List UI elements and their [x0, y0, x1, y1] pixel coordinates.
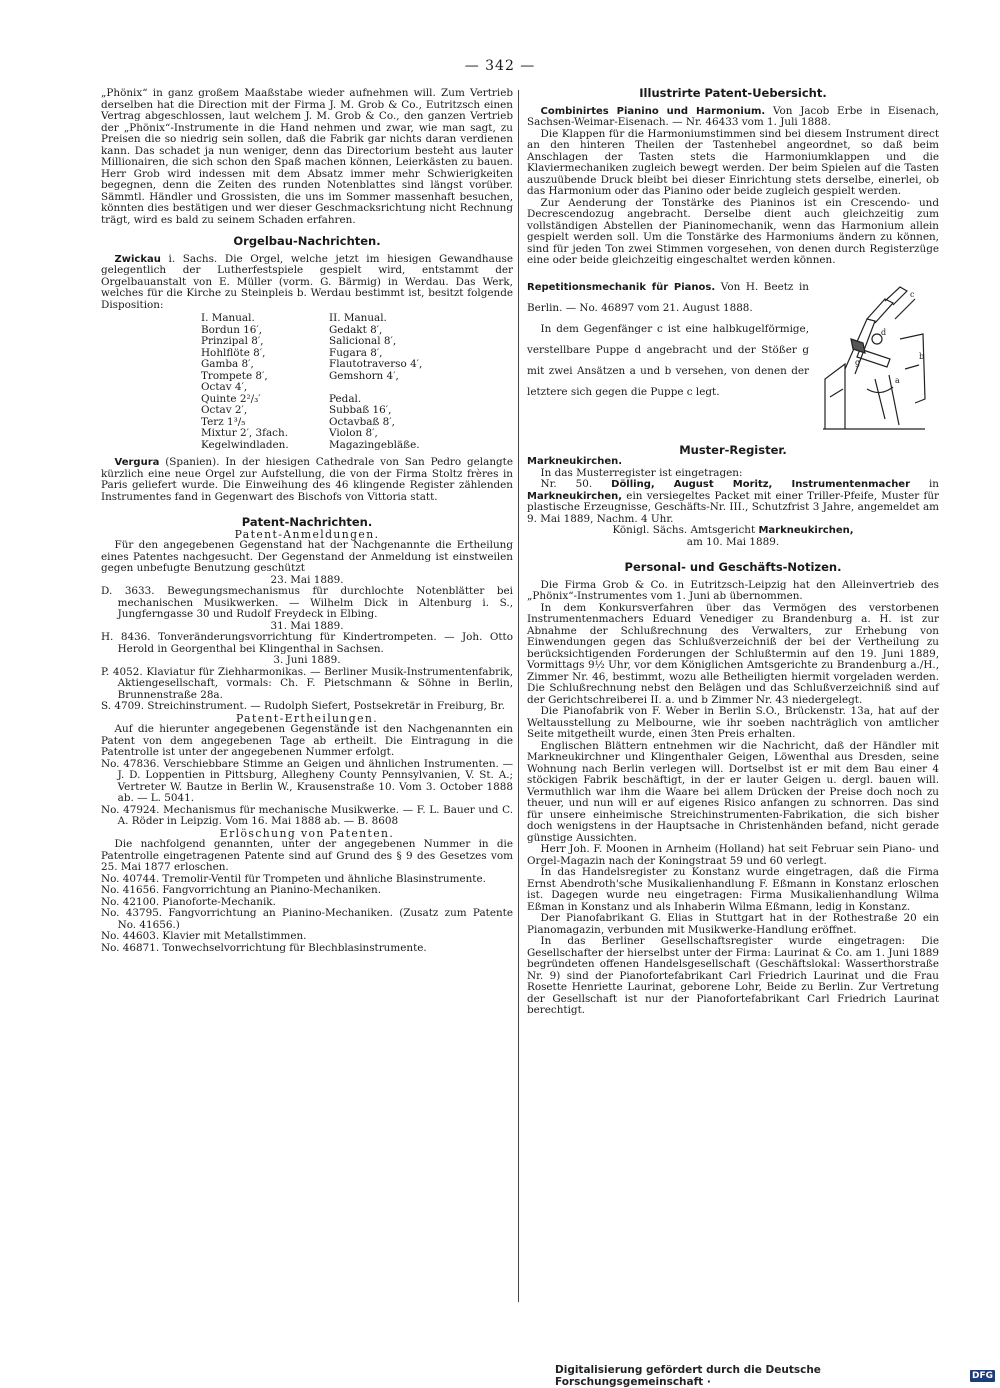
anmeldungen-heading: Patent-Anmeldungen.: [234, 527, 380, 541]
date-3-juni: 3. Juni 1889.: [273, 654, 341, 666]
personal-paragraph-7: Der Pianofabrikant G. Elias in Stuttgart hat in der Rothestraße 20 ein Pianomagazin, verbunden mit Musikwerke-Handlung eröffnet.: [527, 912, 939, 936]
disposition-cell: Fugara 8′,: [329, 346, 383, 359]
disposition-cell: Octavbaß 8′,: [329, 415, 395, 428]
entry-47924: No. 47924. Mechanismus für mechanische Musikwerke. — F. L. Bauer und C. A. Röder in Leipzig. Vom 16. Mai 1888 ab. — B. 8608: [101, 803, 513, 827]
repetition-heading-line: [527, 277, 809, 319]
disposition-cell: Octav 4′,: [201, 381, 248, 393]
personal-paragraph-6: In das Handelsregister zu Konstanz wurde eingetragen, daß die Firma Ernst Abendroth'sche Musikalienhandlung F. Eßmann in Konstanz erloschen ist. Dagegen wurde neu eingetragen: Firma Musikalienhandlung Wilma Eßman in Konstanz und als Inhaberin Wilma Eßmann, ledig in Konstanz.: [527, 866, 939, 913]
dfg-logo-icon: DFG: [971, 1371, 993, 1381]
personal-paragraph-2: In dem Konkursverfahren über das Vermögen des verstorbenen Instrumentenmachers Eduard Venediger zu Brandenburg a. H. ist zur Abnahme der Schlußrechnung des Verwalters, zur Erhebung von Einwendungen gegen das Schlußverzeichniß der bei der Vertheilung zu berücksichtigenden Forderungen der Schlußtermin auf den 19. Juni 1889, Vormittags 9½ Uhr, vor dem Königlichen Amtsgerichte zu Brandenburg a./H., Zimmer Nr. 46, bestimmt, wozu alle Betheiligten hiermit vorgeladen werden. Die Schlußrechnung nebst den Belägen und das Schlußverzeichniß sind auf der Gerichtschreiberei II. a. und b Zimmer Nr. 43 niedergelegt.: [527, 601, 939, 706]
repetition-text-block: [527, 277, 809, 435]
disposition-cell: Flautotraverso 4′,: [329, 358, 423, 370]
zwickau-paragraph: [101, 254, 513, 312]
vergura-text: (Spanien). In der hiesigen Cathedrale von San Pedro gelangte kürzlich eine neue Orgel zur Aufstellung, die von der Firma Stoltz frères in Paris geliefert wurde. Die Einweihung des 46 klingende Register zählenden Instrumentes fand in Gegenwart des Bischofs von Vittoria statt.: [101, 456, 513, 503]
vergura-paragraph: [101, 457, 513, 503]
personal-paragraph-4: Englischen Blättern entnehmen wir die Nachricht, daß der Händler mit Markneukirchner und Klingenthaler Geigen, Löwenthal aus Dresden, seine Wohnung nach Berlin verlegen will. Dortselbst ist er mit dem Bau einer 4 stöckigen Fabrik beschäftigt, in der er lauter Geigen u. dergl. bauen will. Vermuthlich war ihm die Waare bei allem Drücken der Preise doch noch zu theuer, und nun will er auf eigenes Risico anfangen zu schnorren. Das sind für unsere einheimische Streichinstrumenten-Fabrikation, die sich bisher doch wenigstens in der Hauptsache in Christenhänden befand, nicht gerade günstige Aussichten.: [527, 739, 939, 844]
svg-text:d: d: [881, 327, 887, 337]
disposition-table: [201, 313, 513, 451]
disposition-cell: Mixtur 2′, 3fach.: [201, 427, 289, 439]
muster-intro: In das Musterregister ist eingetragen:: [540, 466, 743, 479]
anmeldungen-intro: Für den angegebenen Gegenstand hat der Nachgenannte die Ertheilung eines Patentes nachgesucht. Der Gegenstand der Anmeldung ist einstweilen gegen unbefugte Benutzung geschützt: [101, 539, 513, 574]
disposition-cell: [329, 382, 479, 394]
disposition-cell: I. Manual.: [201, 312, 255, 324]
svg-text:c: c: [910, 289, 915, 299]
disposition-cell: Gamba 8′,: [201, 358, 254, 370]
right-column: [527, 88, 939, 1017]
muster-in: in: [910, 478, 939, 490]
repetition-section: [527, 277, 939, 435]
combinirtes-text-1: Die Klappen für die Harmoniumstimmen sind bei diesem Instrument direct an den hinteren Theilen der Tastenhebel angeordnet, so daß beim Anschlagen der Tasten stets die Harmoniumklappen und die Klaviermechaniken zugleich bewegt werden. Der beim Spielen auf die Tasten auszuübende Druck bleibt bei dieser Einrichtung stets derselbe, einerlei, ob das Harmonium oder das Pianino oder beide zugleich gespielt werden.: [527, 127, 939, 197]
intro-paragraph: „Phönix“ in ganz großem Maaßstabe wieder aufnehmen will. Zum Vertrieb derselben hat die Direction mit der Firma J. M. Grob & Co., Eutritzsch einen Vertrag abgeschlossen, laut welchem J. M. Grob & Co., den ganzen Vertrieb der „Phönix“-Instrumente in die Hand nehmen und zwar, wie man sagt, zu Preisen die so niedrig sein sollen, daß die Fabrik gar nichts daran verdienen kann. Das schadet ja nun weniger, denn das Directorium besteht aus lauter Millionairen, die sich schon den Spaß machen können, Leierkästen zu bauen. Herr Grob wird indessen mit dem Absatz immer mehr Schwierigkeiten begegnen, denn die Zeiten des runden Notenblattes sind längst vorüber. Sämmtl. Händler und Grossisten, die uns im Sommer massenhaft besuchen, könnten dies bestätigen und wer dieser Geschmacksrichtung nicht Rechnung trägt, wird es bald zu seinem Schaden erfahren.: [101, 87, 513, 226]
svg-text:b: b: [919, 351, 925, 361]
column-divider: [518, 90, 519, 1302]
entry-44603: No. 44603. Klavier mit Metallstimmen.: [101, 930, 307, 942]
erloeschung-intro: Die nachfolgend genannten, unter der angegebenen Nummer in die Patentrolle eingetragenen Patente sind auf Grund des § 9 des Gesetzes vom 25. Mai 1877 erloschen.: [101, 838, 513, 873]
entry-47836: No. 47836. Verschiebbare Stimme an Geigen und ähnlichen Instrumenten. — J. D. Loppentien in Pittsburg, Allegheny County Pennsylvanien, V. St. A.; Vertreter W. Bautze in Berlin W., Krausenstraße 10. Vom 3. October 1888 ab. — L. 5041.: [101, 757, 513, 804]
ertheilungen-heading: Patent-Ertheilungen.: [235, 711, 379, 725]
entry-42100: No. 42100. Pianoforte-Mechanik.: [101, 895, 276, 908]
combinirtes-byline: Von Jacob Erbe in Eisenach, Sachsen-Weimar-Eisenach. — Nr. 46433 vom 1. Juli 1888.: [527, 104, 939, 128]
date-31-mai: 31. Mai 1889.: [270, 619, 344, 632]
svg-text:g: g: [855, 357, 861, 367]
entry-41656: No. 41656. Fangvorrichtung an Pianino-Mechaniken.: [101, 884, 382, 896]
combinirtes-text-2: Zur Aenderung der Tonstärke des Pianinos ist ein Crescendo- und Decrescendozug angebracht. Derselbe dient auch gleichzeitig zum vollständigen Abstellen der Pianinomechanik, wenn das Harmonium allein gespielt werden soll. Um die Tonstärke des Harmoniums ändern zu können, sind für jeden Ton zwei Stimmen vorgesehen, von denen durch Registerzüge eine oder beide gleichzeitig eingeschaltet werden können.: [527, 196, 939, 266]
footer: [555, 1364, 995, 1388]
repetition-mechanism-figure: [815, 279, 933, 435]
muster-entry-text: ein versiegeltes Packet mit einer Triller-Pfeife, Muster für plastische Erzeugnisse, Geschäfts-Nr. III., Schutzfrist 3 Jahre, angemeldet am 9. Mai 1889, Nachm. 4 Uhr.: [527, 489, 939, 525]
disposition-cell: Gemshorn 4′,: [329, 369, 399, 382]
disposition-cell: Subbaß 16′,: [329, 404, 392, 416]
disposition-cell: Gedakt 8′,: [329, 323, 383, 336]
combinirtes-title: Combinirtes Pianino und Harmonium.: [540, 105, 766, 117]
entry-p4052: P. 4052. Klaviatur für Ziehharmonikas. — Berliner Musik-Instrumentenfabrik, Aktiengesellschaft, vormals: Ch. F. Pietschmann & Söhne in Berlin, Brunnenstraße 28a.: [101, 665, 513, 701]
disposition-cell: Bordun 16′,: [201, 323, 263, 336]
entry-43795: No. 43795. Fangvorrichtung an Pianino-Mechaniken. (Zusatz zum Patente No. 41656.): [101, 907, 513, 931]
entry-h8436: H. 8436. Tonveränderungsvorrichtung für Kindertrompeten. — Joh. Otto Herold in Georgenthal bei Klingenthal in Sachsen.: [101, 631, 513, 655]
personal-paragraph-1: Die Firma Grob & Co. in Eutritzsch-Leipzig hat den Alleinvertrieb des „Phönix“-Instrumentes vom 1. Juni ab übernommen.: [527, 578, 939, 602]
entry-s4709: S. 4709. Streichinstrument. — Rudolph Siefert, Postsekretär in Freiburg, Br.: [101, 700, 505, 712]
page-number: — 342 —: [464, 58, 536, 74]
repetition-description: In dem Gegenfänger c ist eine halbkugelförmige, verstellbare Puppe d angebracht und der Stößer g mit zwei Ansätzen a und b versehen, von denen der letztere sich gegen die Puppe c legt.: [527, 322, 809, 398]
erloeschung-heading: Erlöschung von Patenten.: [219, 826, 395, 840]
disposition-cell: Magazingebläße.: [329, 438, 420, 451]
patent-heading: Patent-Nachrichten.: [241, 515, 373, 529]
muster-court-label: Königl. Sächs. Amtsgericht: [612, 524, 759, 536]
zwickau-text: i. Sachs. Die Orgel, welche jetzt im hiesigen Gewandhause gelegentlich der Lutherfestspiele gespielt wird, entstammt der Orgelbauanstalt von E. Müller (vorm. G. Bärmig) in Werdau. Das Werk, welches für die Kirche zu Steinpleis b. Werdau bestimmt ist, besitzt folgende Disposition:: [101, 252, 513, 311]
footer-text: Digitalisierung gefördert durch die Deutsche Forschungsgemeinschaft ·: [555, 1364, 821, 1388]
entry-46871: No. 46871. Tonwechselvorrichtung für Blechblasinstrumente.: [101, 941, 427, 954]
disposition-cell: II. Manual.: [329, 312, 387, 324]
personal-paragraph-5: Herr Joh. F. Moonen in Arnheim (Holland) hat seit Februar sein Piano- und Orgel-Magazin nach der Koningstraat 59 und 60 verlegt.: [527, 843, 939, 867]
disposition-cell: Terz 1³/₅: [201, 415, 246, 428]
personal-paragraph-8: In das Berliner Gesellschaftsregister wurde eingetragen: Die Gesellschafter der hierselbst unter der Firma: Laurinat & Co. am 1. Juni 1889 begründeten offenen Handelsgesellschaft (Geschäftslokal: Wasserthorstraße Nr. 9) sind der Pianofortefabrikant Carl Friedrich Laurinat und die Frau Rosette Henriette Laurinat, geborene Lohr, Beide zu Berlin. Zur Vertretung der Gesellschaft ist nur der Pianofortefabrikant Carl Friedrich Laurinat berechtigt.: [527, 935, 939, 1016]
illustrirte-heading: Illustrirte Patent-Uebersicht.: [639, 86, 827, 100]
disposition-cell: Kegelwindladen.: [201, 438, 289, 451]
muster-court: [527, 525, 939, 537]
muster-entry: [527, 479, 939, 525]
disposition-cell: Quinte 2²/₃′: [201, 392, 261, 405]
muster-date: am 10. Mai 1889.: [686, 535, 780, 548]
entry-d3633: D. 3633. Bewegungsmechanismus für durchlochte Notenblätter bei mechanischen Musikwerken. — Wilhelm Dick in Altenburg i. S., Jungferngasse 30 und Rudolf Freydeck in Elbing.: [101, 585, 513, 620]
disposition-cell: Pedal.: [329, 392, 362, 405]
ertheilungen-intro: Auf die hierunter angegebenen Gegenstände ist den Nachgenannten ein Patent von dem angegebenen Tage ab ertheilt. Die Eintragung in die Patentrolle ist unter der angegebenen Nummer erfolgt.: [101, 723, 513, 758]
disposition-cell: Hohlflöte 8′,: [201, 346, 266, 359]
muster-heading: Muster-Register.: [679, 442, 787, 457]
disposition-cell: Trompete 8′,: [201, 369, 268, 382]
repetition-byline: Von H. Beetz in Berlin. — No. 46897 vom 21. August 1888.: [527, 280, 809, 314]
muster-place: Markneukirchen.: [527, 456, 623, 467]
disposition-cell: Salicional 8′,: [329, 335, 397, 347]
muster-registrant-place: Markneukirchen,: [527, 490, 623, 502]
combinirtes-paragraph: [527, 106, 939, 129]
muster-registrant: Dölling, August Moritz, Instrumentenmacher: [611, 479, 911, 490]
muster-number: Nr. 50.: [540, 478, 612, 490]
disposition-cell: Violon 8′,: [329, 427, 378, 439]
personal-paragraph-3: Die Pianofabrik von F. Weber in Berlin S.O., Brückenstr. 13a, hat auf der Weltausstellung zu Melbourne, wie ihr soeben nachträglich von amtlicher Seite mitgetheilt wurde, einen 3ten Preis erhalten.: [527, 705, 939, 740]
vergura-place: Vergura: [114, 457, 160, 468]
muster-court-place: Markneukirchen,: [758, 525, 854, 536]
svg-text:a: a: [895, 375, 900, 385]
zwickau-place: Zwickau: [114, 253, 161, 265]
date-23-mai: 23. Mai 1889.: [270, 573, 344, 586]
repetition-title: Repetitionsmechanik für Pianos.: [527, 281, 716, 293]
entry-40744: No. 40744. Tremolir-Ventil für Trompeten und ähnliche Blasinstrumente.: [101, 872, 486, 885]
disposition-cell: Octav 2′,: [201, 404, 248, 416]
personal-heading: Personal- und Geschäfts-Notizen.: [624, 560, 842, 574]
disposition-cell: Prinzipal 8′,: [201, 335, 264, 347]
left-column: [101, 88, 513, 954]
orgelbau-heading: Orgelbau-Nachrichten.: [233, 234, 381, 248]
